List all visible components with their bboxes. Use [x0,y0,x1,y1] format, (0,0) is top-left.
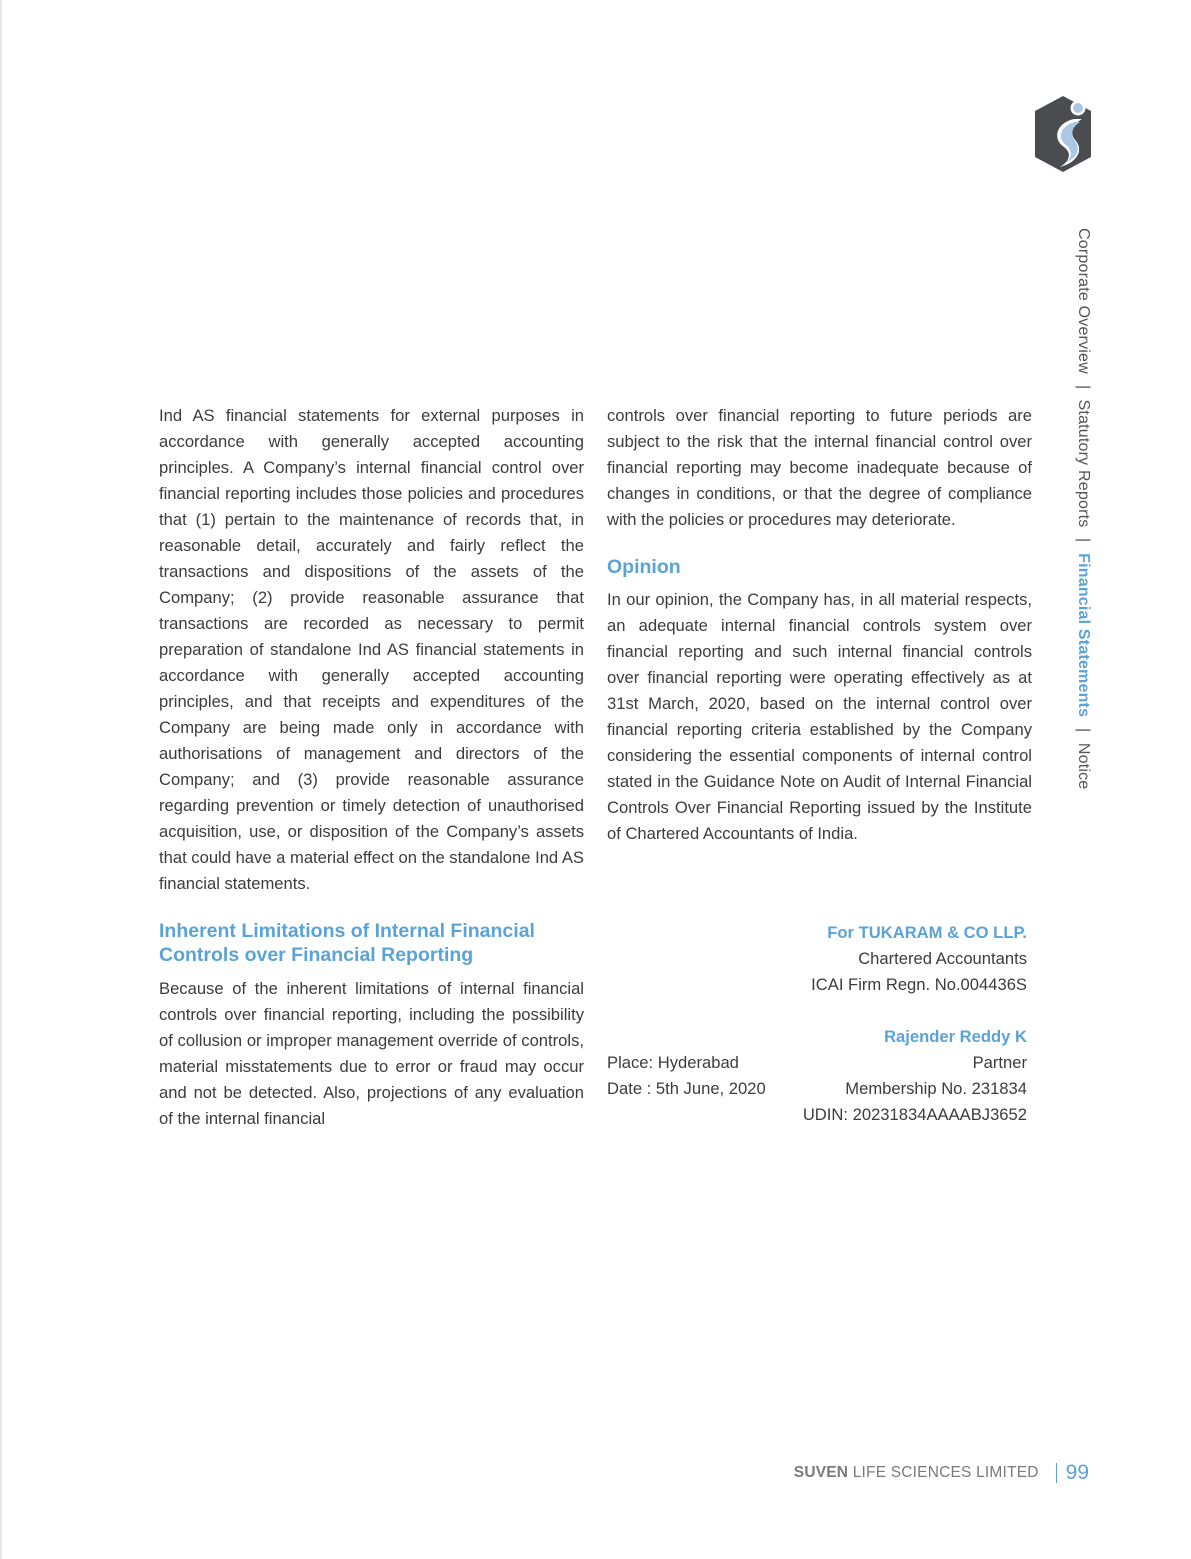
date: Date : 5th June, 2020 [607,1079,766,1098]
firm-type: Chartered Accountants [858,949,1027,968]
footer-company-name [794,1464,1039,1482]
designation: Partner [972,1053,1027,1072]
right-column [607,403,1032,847]
date-membership-row [607,1076,1027,1102]
signature-spacer [607,998,1027,1024]
firm-name: For TUKARAM & CO LLP. [827,923,1027,942]
nav-separator: | [1075,727,1092,733]
page-footer [794,1461,1089,1485]
auditor-signature-block [607,920,1027,1128]
nav-financial-statements[interactable]: Financial Statements [1075,553,1092,718]
page-edge [0,0,2,1559]
firm-registration: ICAI Firm Regn. No.004436S [811,975,1027,994]
opinion-paragraph: In our opinion, the Company has, in all material respects, an adequate internal financial controls system over financial reporting and such internal financial controls over financial reporting were operating effectively as at 31st March, 2020, based on the internal control over financial reporting criteria established by the Company considering the essential components of internal control stated in the Guidance Note on Audit of Internal Financial Controls Over Financial Reporting issued by the Institute of Chartered Accountants of India. [607,590,1032,843]
nav-notice[interactable]: Notice [1075,742,1092,790]
left-column [159,403,584,1132]
opinion-heading: Opinion [607,556,681,578]
partner-name: Rajender Reddy K [884,1027,1027,1046]
nav-corporate-overview[interactable]: Corporate Overview [1075,228,1092,374]
footer-divider [1056,1463,1057,1483]
place: Place: Hyderabad [607,1053,739,1072]
membership-number: Membership No. 231834 [845,1079,1027,1098]
page-number: 99 [1065,1461,1089,1484]
udin: UDIN: 20231834AAAABJ3652 [802,1105,1027,1124]
place-designation-row [607,1050,1027,1076]
inherent-limitations-heading [159,919,584,967]
nav-separator: | [1075,384,1092,389]
nav-separator: | [1075,538,1092,543]
nav-statutory-reports[interactable]: Statutory Reports [1075,399,1092,528]
limitations-continued-paragraph: controls over financial reporting to future periods are subject to the risk that the internal financial control over financial reporting may become inadequate because of changes in conditions, or that the degree of compliance with the policies or procedures may deteriorate. [607,406,1032,529]
footer-brand: SUVEN [793,1464,849,1481]
footer-company-rest: LIFE SCIENCES LIMITED [848,1464,1039,1481]
heading-line-1: Inherent Limitations of Internal Financial [159,920,535,942]
inherent-limitations-paragraph: Because of the inherent limitations of internal financial controls over financial reporting, including the possibility of collusion or improper management override of controls, material misstatements due to error or fraud may occur and not be detected. Also, projections of any evaluation of the internal financial [159,979,584,1128]
internal-control-definition-paragraph: Ind AS financial statements for external purposes in accordance with generally accepted accounting principles. A Company’s internal financial control over financial reporting includes those policies and procedures that (1) pertain to the maintenance of records that, in reasonable detail, accurately and fairly reflect the transactions and dispositions of the assets of the Company; (2) provide reasonable assurance that transactions are recorded as necessary to permit preparation of standalone Ind AS financial statements in accordance with generally accepted accounting principles, and that receipts and expenditures of the Company are being made only in accordance with authorisations of management and directors of the Company; and (3) provide reasonable assurance regarding prevention or timely detection of unauthorised acquisition, use, or disposition of the Company’s assets that could have a material effect on the standalone Ind AS financial statements. [159,406,584,893]
heading-line-2: Controls over Financial Reporting [159,944,474,966]
suven-logo [1034,95,1092,173]
section-navigation [1074,228,1092,789]
